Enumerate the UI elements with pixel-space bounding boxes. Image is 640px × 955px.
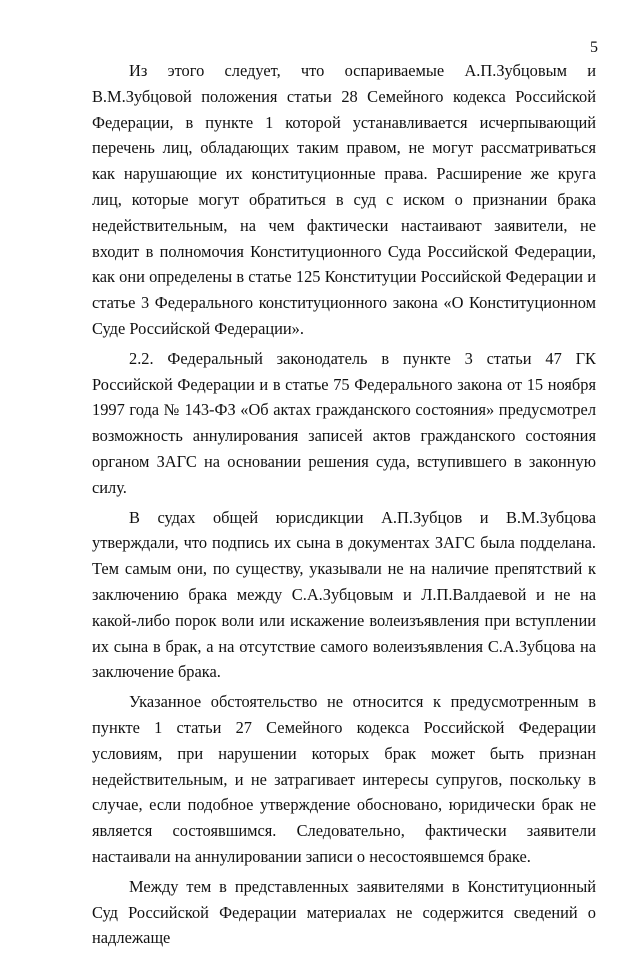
paragraph-3: В судах общей юрисдикции А.П.Зубцов и В.М.Зубцова утверждали, что подпись их сына в документах ЗАГС была подделана. Тем самым они, по существу, указывали не на наличие препятствий к заключению брака между С.А.Зубцовым и Л.П.Валдаевой и не на какой-либо порок воли или искажение волеизъявления при вступлении их сына в брак, а на отсутствие самого волеизъявления С.А.Зубцова на заключение брака. bbox=[92, 507, 596, 682]
paragraph-2: 2.2. Федеральный законодатель в пункте 3 статьи 47 ГК Российской Федерации и в статье 75 Федерального закона от 15 ноября 1997 года № 143-ФЗ «Об актах гражданского состояния» предусмотрел возможность аннулирования записей актов гражданского состояния органом ЗАГС на основании решения суда, вступившего в законную силу. bbox=[92, 348, 596, 497]
paragraph-1: Из этого следует, что оспариваемые А.П.Зубцовым и В.М.Зубцовой положения статьи 28 Семейного кодекса Российской Федерации, в пункте 1 которой устанавливается исчерпывающий перечень лиц, обладающих таким правом, не могут рассматриваться как нарушающие их конституционные права. Расширение же круга лиц, которые могут обратиться в суд с иском о признании брака недействительным, на чем фактически настаивают заявители, не входит в полномочия Конституционного Суда Российской Федерации, как они определены в статье 125 Конституции Российской Федерации и статье 3 Федерального конституционного закона «О Конституционном Суде Российской Федерации». bbox=[92, 61, 596, 338]
paragraph-5: Между тем в представленных заявителями в Конституционный Суд Российской Федерации материалах не содержится сведений о надлежаще bbox=[92, 876, 596, 948]
paragraph-4: Указанное обстоятельство не относится к предусмотренным в пункте 1 статьи 27 Семейного кодекса Российской Федерации условиям, при нарушении которых брак может быть признан недействительным, и не затрагивает интересы супругов, поскольку в случае, если подобное утверждение обосновано, юридически брак не является состоявшимся. Следовательно, фактически заявители настаивали на аннулировании записи о несостоявшемся браке. bbox=[92, 692, 596, 866]
page-number: 5 bbox=[590, 39, 598, 56]
document-body bbox=[92, 58, 596, 955]
